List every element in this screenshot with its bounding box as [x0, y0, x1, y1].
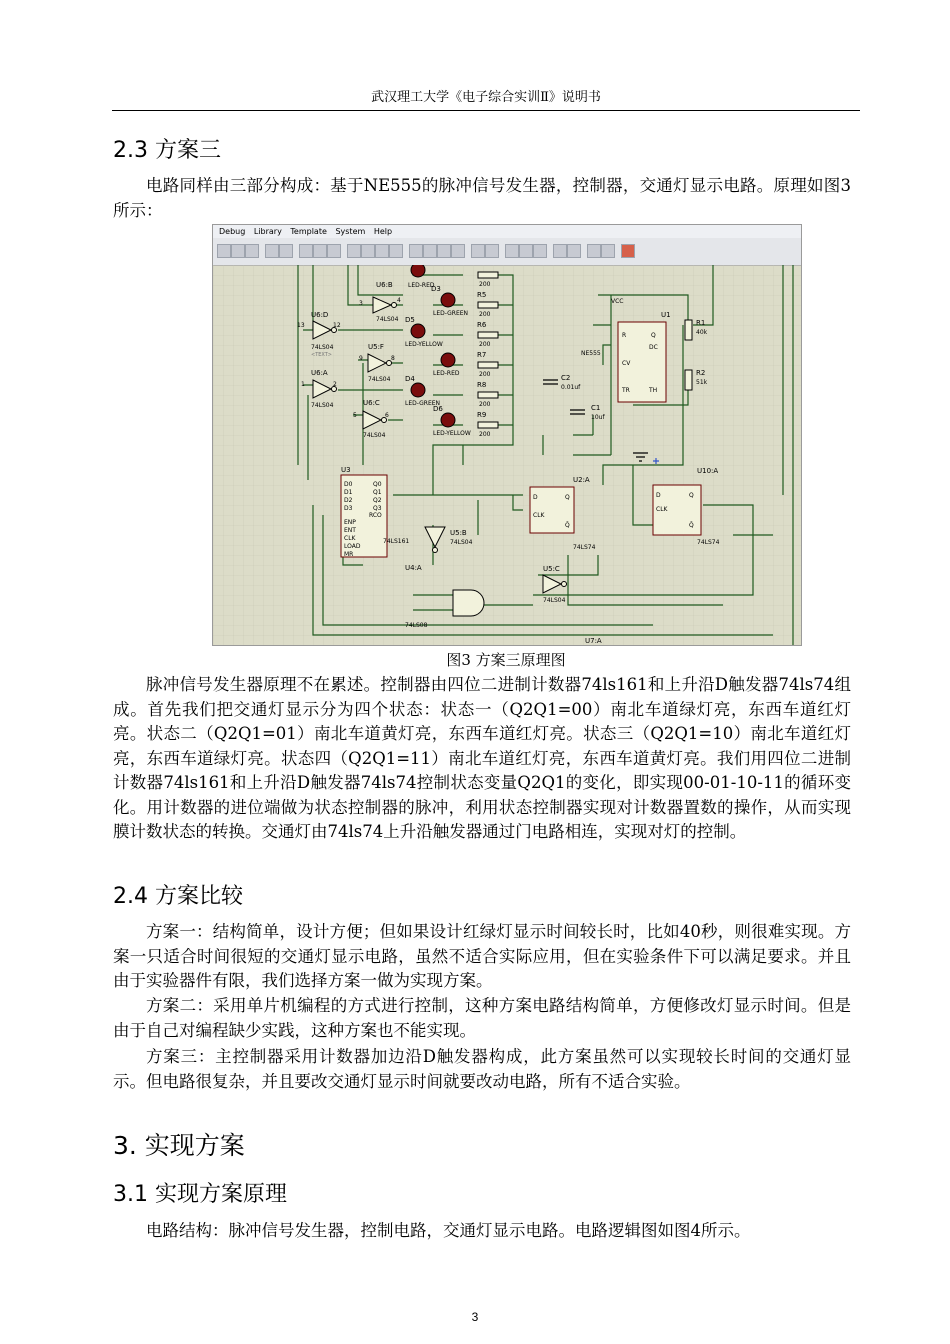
schematic-figure — [212, 224, 802, 646]
block-copy-icon[interactable] — [347, 244, 361, 258]
label-u3-q0: Q0 — [373, 481, 382, 488]
label-pin-2: 2 — [333, 381, 337, 388]
label-res-200-4: 200 — [479, 371, 491, 378]
label-u5f-part: 74LS04 — [368, 376, 391, 383]
label-d5: D5 — [405, 316, 415, 324]
label-d3: D3 — [431, 285, 441, 293]
search-icon[interactable] — [471, 244, 485, 258]
label-u6c-part: 74LS04 — [363, 432, 386, 439]
remove-sheet-icon[interactable] — [601, 244, 615, 258]
header-rule — [112, 110, 860, 111]
label-res-200-2: 200 — [479, 311, 491, 318]
label-pin-1: 1 — [301, 381, 305, 388]
label-c2-value: 0.01uf — [561, 384, 581, 391]
label-u4a-part: 74LS08 — [405, 622, 428, 629]
label-u3-q3: Q3 — [373, 505, 382, 512]
label-555-q: Q — [651, 332, 656, 339]
label-r8: R8 — [477, 381, 487, 389]
label-555-th: TH — [649, 387, 658, 394]
netlist-icon[interactable] — [505, 244, 519, 258]
label-u3-d3: D3 — [344, 505, 353, 512]
label-u2a: U2:A — [573, 476, 590, 484]
label-u5b-part: 74LS04 — [450, 539, 473, 546]
menu-help[interactable]: Help — [373, 227, 393, 236]
label-r6: R6 — [477, 321, 487, 329]
label-u3-mr: MR — [344, 551, 354, 558]
label-555-r: R — [622, 332, 627, 339]
label-u5c: U5:C — [543, 565, 560, 573]
label-u3-enp: ENP — [344, 519, 356, 526]
label-u3-part: 74LS161 — [383, 538, 410, 545]
label-ne555: NE555 — [581, 350, 601, 357]
label-u1: U1 — [661, 311, 671, 319]
label-u10a-part: 74LS74 — [697, 539, 720, 546]
label-c2: C2 — [561, 374, 571, 382]
label-led-yellow-2: LED-YELLOW — [433, 430, 471, 437]
label-u7a: U7:A — [585, 637, 602, 645]
schematic-menubar — [213, 225, 801, 238]
label-res-200-3: 200 — [479, 341, 491, 348]
label-u3-q2: Q2 — [373, 497, 382, 504]
label-u3-clk: CLK — [344, 535, 356, 542]
bom-icon[interactable] — [519, 244, 533, 258]
cut-icon[interactable] — [299, 244, 313, 258]
heading-2-3: 2.3 方案三 — [113, 138, 221, 163]
label-u3-rco: RCO — [369, 512, 382, 519]
menu-system[interactable]: System — [335, 227, 366, 236]
label-r9: R9 — [477, 411, 487, 419]
decompose-icon[interactable] — [437, 244, 451, 258]
label-u6a-part: 74LS04 — [311, 402, 334, 409]
heading-3: 3. 实现方案 — [113, 1131, 245, 1160]
label-u2a-clk: CLK — [533, 512, 545, 519]
label-d6: D6 — [433, 405, 443, 413]
undo-icon[interactable] — [265, 244, 279, 258]
label-led-green-1: LED-GREEN — [433, 310, 469, 317]
label-r7: R7 — [477, 351, 487, 359]
wire-autorouter-icon[interactable] — [451, 244, 465, 258]
label-u6a: U6:A — [311, 369, 328, 377]
figure-3-caption: 图3 方案三原理图 — [446, 651, 566, 669]
label-r1-value: 40k — [696, 329, 708, 336]
label-u6d-text: <TEXT> — [311, 352, 332, 358]
label-pin-12: 12 — [333, 322, 341, 329]
menu-library[interactable]: Library — [253, 227, 282, 236]
label-pin-3: 3 — [359, 300, 363, 307]
label-u6b: U6:B — [376, 281, 393, 289]
label-u10a-d: D — [656, 492, 661, 499]
paragraph-2-3-intro: 电路同样由三部分构成：基于NE555的脉冲信号发生器，控制器，交通灯显示电路。原理如图3所示： — [113, 176, 851, 220]
paragraph-3-1: 电路结构：脉冲信号发生器，控制电路，交通灯显示电路。电路逻辑图如图4所示。 — [146, 1221, 751, 1240]
label-u3-load: LOAD — [344, 543, 361, 550]
sheet-icon[interactable] — [567, 244, 581, 258]
label-555-tr: TR — [622, 387, 630, 394]
page-number: 3 — [471, 1310, 479, 1324]
label-c1-value: 10uf — [591, 414, 605, 421]
label-555-cv: CV — [622, 360, 631, 367]
menu-debug[interactable]: Debug — [219, 227, 246, 236]
label-u3-d1: D1 — [344, 489, 353, 496]
label-r2: R2 — [696, 369, 706, 377]
label-r1: R1 — [696, 319, 706, 327]
copy-icon[interactable] — [313, 244, 327, 258]
label-led-green-2: LED-GREEN — [405, 400, 441, 407]
erc-icon[interactable] — [533, 244, 547, 258]
label-vcc: VCC — [611, 298, 624, 305]
schematic-toolbar — [213, 238, 801, 266]
label-pin-5: 5 — [353, 412, 357, 419]
property-icon[interactable] — [485, 244, 499, 258]
label-res-200-1: 200 — [479, 281, 491, 288]
heading-2-4: 2.4 方案比较 — [113, 884, 243, 909]
label-555-dc: DC — [649, 344, 658, 351]
label-c1: C1 — [591, 404, 601, 412]
label-u10a-clk: CLK — [656, 506, 668, 513]
block-move-icon[interactable] — [361, 244, 375, 258]
make-device-icon[interactable] — [423, 244, 437, 258]
label-r5: R5 — [477, 291, 487, 299]
zoom-out-icon[interactable] — [231, 244, 245, 258]
label-u5b: U5:B — [450, 529, 467, 537]
label-u2a-q: Q — [565, 494, 570, 501]
label-pin-4: 4 — [397, 297, 401, 304]
label-r2-value: 51k — [696, 379, 708, 386]
label-u2a-qn: Q̄ — [565, 522, 570, 529]
label-u4a: U4:A — [405, 564, 422, 572]
new-sheet-icon[interactable] — [587, 244, 601, 258]
heading-3-1: 3.1 实现方案原理 — [113, 1182, 287, 1207]
paste-icon[interactable] — [327, 244, 341, 258]
label-d-led-red-1: LED-RED — [408, 282, 435, 289]
schematic-canvas — [213, 265, 801, 645]
redo-icon[interactable] — [279, 244, 293, 258]
label-u2a-d: D — [533, 494, 538, 501]
paragraph-2-4-scheme1: 方案一：结构简单，设计方便；但如果设计红绿灯显示时间较长时，比如40秒，则很难实现。方案一只适合时间很短的交通灯显示电路，虽然不适合实际应用，但在实验条件下可以满足要求。并且由于实验器件有限，我们选择方案一做为实现方案。 — [113, 922, 851, 990]
block-delete-icon[interactable] — [389, 244, 403, 258]
zoom-all-icon[interactable] — [245, 244, 259, 258]
label-pin-6: 6 — [385, 412, 389, 419]
paragraph-2-4-scheme3: 方案三：主控制器采用计数器加边沿D触发器构成，此方案虽然可以实现较长时间的交通灯显示。但电路很复杂，并且要改交通灯显示时间就要改动电路，所有不适合实验。 — [113, 1047, 851, 1091]
label-u5f: U5:F — [368, 343, 384, 351]
label-u2a-part: 74LS74 — [573, 544, 596, 551]
label-pin-9: 9 — [359, 355, 363, 362]
label-pin-8: 8 — [391, 355, 395, 362]
label-pin-13: 13 — [297, 322, 305, 329]
label-u5c-part: 74LS04 — [543, 597, 566, 604]
label-u6d: U6:D — [311, 311, 329, 319]
exit-sheet-icon[interactable] — [621, 244, 635, 258]
label-u10a-q: Q — [689, 492, 694, 499]
paragraph-2-3-body: 脉冲信号发生器原理不在累述。控制器由四位二进制计数器74ls161和上升沿D触发器74ls74组成。首先我们把交通灯显示分为四个状态：状态一（Q2Q1=00）南北车道绿灯亮，东西车道红灯亮。状态二（Q2Q1=01）南北车道黄灯亮，东西车道红灯亮。状态三（Q2Q1=10）南北车道红灯亮，东西车道绿灯亮。状态四（Q2Q1=11）南北车道红灯亮，东西车道黄灯亮。我们用四位二进制计数器74ls161和上升沿D触发器74ls74控制状态变量Q2Q1的变化，即实现00-01-10-11的循环变化。用计数器的进位端做为状态控制器的脉冲，利用状态控制器实现对计数器置数的操作，从而实现膜计数状态的转换。交通灯由74ls74上升沿触发器通过门电路相连，实现对灯的控制。 — [113, 675, 851, 841]
paragraph-2-4-scheme2: 方案二：采用单片机编程的方式进行控制，这种方案电路结构简单，方便修改灯显示时间。但是由于自己对编程缺少实践，这种方案也不能实现。 — [113, 996, 851, 1040]
running-header: 武汉理工大学《电子综合实训Ⅱ》说明书 — [371, 90, 601, 105]
label-u10a: U10:A — [697, 467, 719, 475]
block-rotate-icon[interactable] — [375, 244, 389, 258]
label-u6b-part: 74LS04 — [376, 316, 399, 323]
label-res-200-6: 200 — [479, 431, 491, 438]
label-u3-q1: Q1 — [373, 489, 382, 496]
label-res-200-5: 200 — [479, 401, 491, 408]
menu-template[interactable]: Template — [290, 227, 327, 236]
label-led-red-2: LED-RED — [433, 370, 460, 377]
label-u3: U3 — [341, 466, 351, 474]
pick-device-icon[interactable] — [409, 244, 423, 258]
label-led-yellow-1: LED-YELLOW — [405, 341, 443, 348]
zoom-in-icon[interactable] — [217, 244, 231, 258]
label-u6d-part: 74LS04 — [311, 344, 334, 351]
ares-icon[interactable] — [553, 244, 567, 258]
label-u6c: U6:C — [363, 399, 380, 407]
label-u3-d0: D0 — [344, 481, 353, 488]
label-d4: D4 — [405, 375, 415, 383]
label-u3-d2: D2 — [344, 497, 353, 504]
label-u3-ent: ENT — [344, 527, 356, 534]
label-u10a-qn: Q̄ — [689, 522, 694, 529]
